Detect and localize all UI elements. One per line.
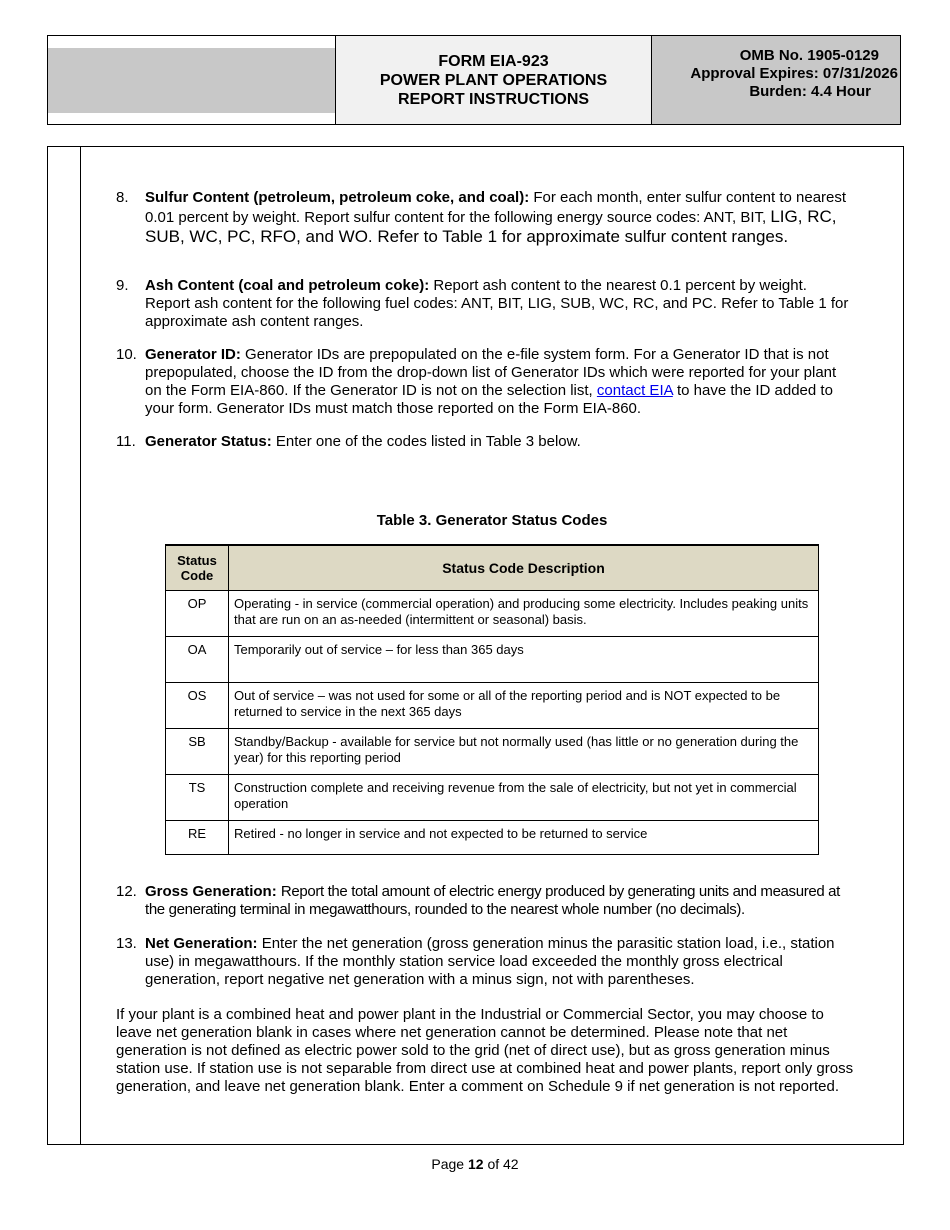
table-row [166, 821, 819, 855]
instructions-list-continued [116, 883, 856, 1096]
table-row [166, 775, 819, 821]
item-text: For each month, enter sulfur content to nearest 0.01 percent by weight. Report sulfur content for the following energy source codes: ANT, BIT, [145, 189, 847, 226]
form-header [47, 35, 901, 125]
table-row [166, 591, 819, 637]
status-description: Standby/Backup - available for service but not normally used (has little or no generation during the year) for this reporting period [229, 729, 819, 775]
status-code: SB [166, 729, 229, 775]
item-heading: Generator ID: [145, 346, 241, 363]
item-heading: Ash Content (coal and petroleum coke): [145, 277, 430, 294]
status-description: Construction complete and receiving revenue from the sale of electricity, but not yet in commercial operation [229, 775, 819, 821]
header-title-block [336, 36, 652, 124]
header-logo-area [48, 36, 336, 124]
table-header-row [166, 545, 819, 591]
item-heading: Net Generation: [145, 935, 258, 952]
status-codes-table [165, 544, 819, 855]
item-text: Report ash content to the nearest 0.1 percent by weight. Report ash content for the following fuel codes: ANT, BIT, LIG, SUB, WC, RC, and PC. Refer to Table 1 for approximate ash content ranges. [145, 277, 849, 330]
instruction-item-11: 11. Generator Status: Enter one of the codes listed in Table 3 below. [116, 433, 581, 450]
status-description: Retired - no longer in service and not expected to be returned to service [229, 821, 819, 855]
form-title-line2: REPORT INSTRUCTIONS [397, 90, 590, 108]
status-code: OP [166, 591, 229, 637]
status-description: Operating - in service (commercial operation) and producing some electricity. Includes peaking units that are run on an as-needed (intermittent or seasonal) basis. [229, 591, 819, 637]
table-title: Table 3. Generator Status Codes [376, 512, 608, 529]
table-row [166, 637, 819, 683]
page-label: Page [431, 1156, 465, 1172]
col-description: Status Code Description [229, 545, 819, 591]
form-title-line1: POWER PLANT OPERATIONS [379, 71, 608, 89]
status-code: OS [166, 683, 229, 729]
table-row [166, 683, 819, 729]
item-text-after: to have the ID added to your form. Generator IDs must match those reported on the Form EIA-860. [145, 382, 833, 417]
table-row [166, 729, 819, 775]
item-text: Generator IDs are prepopulated on the e-file system form. For a Generator ID that is not prepopulated, choose the ID from the drop-down list of Generator IDs which were reported for your plant on the Form EIA-860. If the Generator ID is not on the selection list, [145, 346, 837, 399]
instruction-item-10: 10. Generator ID: Generator IDs are prepopulated on the e-file system form. For a Generator ID that is not prepopulated, choose the ID from the drop-down list of Generator IDs which were reported for your plant on the Form EIA-860. If the Generator ID is not on the selection list, contact EIA to have the ID added to your form. Generator IDs must match those reported on the Form EIA-860. [116, 346, 837, 417]
instruction-item-9: 9. Ash Content (coal and petroleum coke): Report ash content to the nearest 0.1 percent by weight. Report ash content for the following fuel codes: ANT, BIT, LIG, SUB, WC, RC, and PC. Refer to Table 1 for approximate ash content ranges. [116, 277, 849, 330]
page-total: of 42 [487, 1156, 519, 1172]
status-description: Temporarily out of service – for less than 365 days [229, 637, 819, 683]
page-footer [0, 1156, 950, 1172]
status-description: Out of service – was not used for some or all of the reporting period and is NOT expected to be returned to service in the next 365 days [229, 683, 819, 729]
item-heading: Sulfur Content (petroleum, petroleum coke, and coal): [145, 189, 530, 206]
item-text: Enter the net generation (gross generation minus the parasitic station load, i.e., station use) in megawatthours. If the monthly station service load exceeded the monthly gross electrical generation, report negative net generation with a minus sign, not with parentheses. [145, 935, 835, 988]
item-text: Enter one of the codes listed in Table 3 below. [275, 433, 581, 450]
instructions-list [116, 189, 856, 466]
burden-hours: Burden: 4.4 Hour [749, 83, 871, 100]
col-status-code: Status Code [166, 545, 229, 591]
instruction-item-12: 12. Gross Generation: Report the total amount of electric energy produced by generating units and measured at the generating terminal in megawatthours, rounded to the nearest whole number (no decimals). [116, 883, 840, 918]
omb-number: OMB No. 1905-0129 [739, 47, 879, 64]
instruction-item-8: 8. Sulfur Content (petroleum, petroleum coke, and coal): For each month, enter sulfur content to nearest 0.01 percent by weight. Report sulfur content for the following energy source codes: ANT, BIT, LIG, RC, SUB, WC, PC, RFO, and WO. Refer to Table 1 for approximate sulfur content ranges. [116, 189, 847, 246]
item-heading: Generator Status: [145, 433, 272, 450]
status-code: TS [166, 775, 229, 821]
instruction-item-13: 13. Net Generation: Enter the net generation (gross generation minus the parasitic station load, i.e., station use) in megawatthours. If the monthly station service load exceeded the monthly gross electrical generation, report negative net generation with a minus sign, not with parentheses. [116, 935, 835, 988]
header-omb-block [652, 36, 900, 124]
contact-eia-link[interactable]: contact EIA [596, 382, 673, 399]
status-code: RE [166, 821, 229, 855]
item-text-large: LIG, RC, SUB, WC, PC, RFO, and WO. Refer to Table 1 for approximate sulfur content ranges. [145, 207, 837, 246]
approval-expires: Approval Expires: 07/31/2026 [690, 65, 898, 82]
item-text: Report the total amount of electric energy produced by generating units and measured at the generating terminal in megawatthours, rounded to the nearest whole number (no decimals). [145, 883, 840, 918]
page-number: 12 [467, 1156, 484, 1172]
form-number: FORM EIA-923 [438, 52, 549, 70]
status-code: OA [166, 637, 229, 683]
item-heading: Gross Generation: [145, 883, 277, 900]
closing-paragraph: If your plant is a combined heat and power plant in the Industrial or Commercial Sector, you may choose to leave net generation blank in cases where net generation cannot be determined. Please note that net generation is not defined as electric power sold to the grid (net of direct use), but as gross generation minus station use. If station use is not separable from direct use at combined heat and power plants, report only gross generation, and leave net generation blank. Enter a comment on Schedule 9 if net generation is not reported. [116, 1006, 854, 1095]
